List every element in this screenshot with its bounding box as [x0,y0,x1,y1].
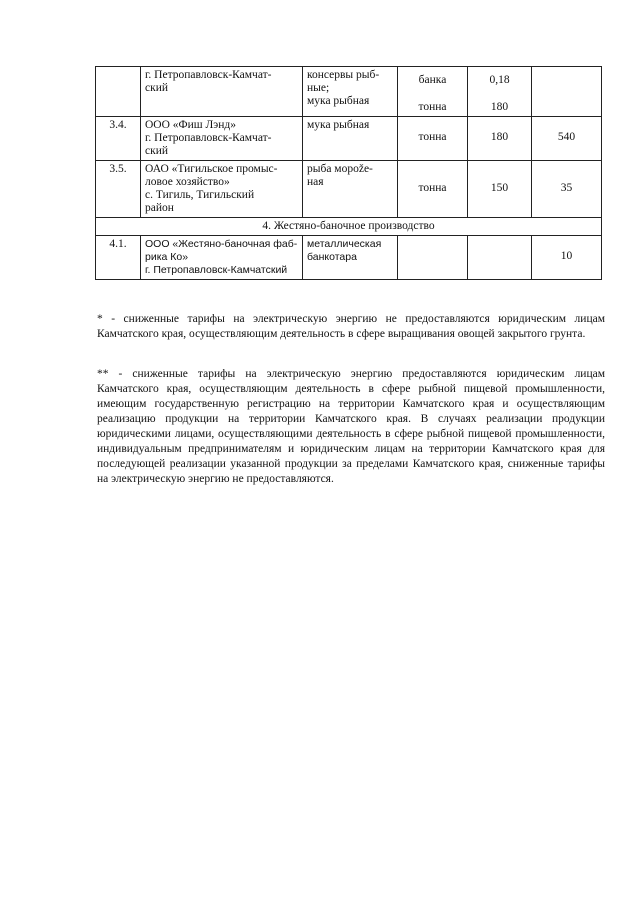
table-row [96,117,602,161]
organization-cell: ООО «Фиш Лэнд» г. Петропавловск-Камчат- ский [141,117,303,161]
section-header-row [96,218,602,236]
unit-cell: тонна [398,117,468,161]
footnote-double-asterisk: ** - сниженные тарифы на электрическую энергию предоставляются юридическим лицам Камчатского края, осуществляющим деятельность в сфере рыбной пищевой промышленности, имеющим государственную регистрацию на территории Камчатского края и осуществляющим реализацию продукции на территории Камчатского края. В случаях реализации продукции юридическими лицами, осуществляющими деятельность в сфере рыбной пищевой промышленности, индивидуальным предпринимателям и юридическим лицам на территории Камчатского края для последующей реализации указанной продукции за пределами Камчатского края, сниженные тарифы на электрическую энергию не предоставляются. [97,367,605,485]
product-cell: консервы рыб- ные; мука рыбная [303,67,398,117]
table-row [96,161,602,218]
unit-cell [398,236,468,280]
volume-cell: 0,18 180 [468,67,532,117]
row-number: 4.1. [96,236,141,280]
footnote-single-asterisk: * - сниженные тарифы на электрическую энергию не предоставляются юридическим лицам Камчатского края, осуществляющим деятельность в сфере выращивания овощей закрытого грунта. [97,312,605,340]
product-cell: рыба морože- ная [303,161,398,218]
organization-cell: ОАО «Тигильское промыс- ловое хозяйство» с. Тигиль, Тигильский район [141,161,303,218]
volume-cell: 180 [468,117,532,161]
row-number [96,67,141,117]
row-number: 3.4. [96,117,141,161]
product-cell: мука рыбная [303,117,398,161]
section-title: 4. Жестяно-баночное производство [96,218,602,236]
row-number: 3.5. [96,161,141,218]
table-row [96,236,602,280]
tariff-cell: 35 [532,161,602,218]
tariffs-table [95,66,602,280]
unit-cell: банка тонна [398,67,468,117]
product-cell: металлическая банкотара [303,236,398,280]
volume-cell [468,236,532,280]
tariff-cell: 540 [532,117,602,161]
tariff-cell: 10 [532,236,602,280]
table-row [96,67,602,117]
organization-cell: г. Петропавловск-Камчат- ский [141,67,303,117]
unit-cell: тонна [398,161,468,218]
tariff-cell [532,67,602,117]
organization-cell: ООО «Жестяно-баночная фаб- рика Ко» г. Петропавловск-Камчатский [141,236,303,280]
volume-cell: 150 [468,161,532,218]
